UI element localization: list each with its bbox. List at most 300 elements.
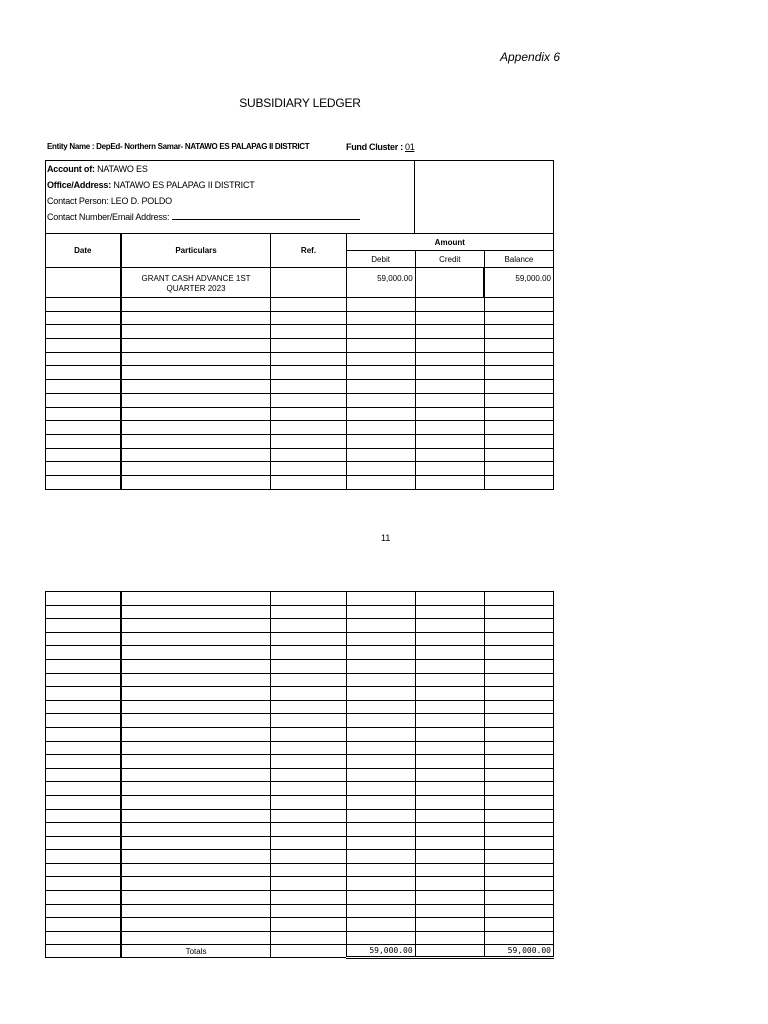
cell-date: [46, 352, 121, 366]
cell-debit: [346, 877, 415, 891]
cell-ref: [271, 823, 346, 837]
cell-credit: [415, 850, 484, 864]
table-row: [46, 421, 554, 435]
table-row: [46, 836, 554, 850]
cell-ref: [271, 714, 346, 728]
cell-balance: [484, 325, 553, 339]
cell-debit: [346, 339, 415, 353]
cell-credit: [415, 632, 484, 646]
entry-debit: 59,000.00: [346, 268, 415, 298]
cell-date: [46, 619, 121, 633]
cell-credit: [415, 904, 484, 918]
cell-date: [46, 850, 121, 864]
cell-credit: [415, 366, 484, 380]
cell-date: [46, 809, 121, 823]
col-header-ref: Ref.: [271, 234, 346, 268]
cell-date: [46, 931, 121, 945]
cell-ref: [271, 918, 346, 932]
cell-balance: [484, 836, 553, 850]
office-line: [47, 180, 255, 190]
cell-particulars: [121, 646, 271, 660]
table-row: [46, 687, 554, 701]
cell-particulars: [121, 782, 271, 796]
table-row: [46, 298, 554, 312]
cell-debit: [346, 918, 415, 932]
table-row: [46, 407, 554, 421]
cell-particulars: [121, 836, 271, 850]
cell-balance: [484, 475, 553, 489]
cell-ref: [271, 931, 346, 945]
cell-credit: [415, 462, 484, 476]
cell-debit: [346, 421, 415, 435]
table-row: [46, 741, 554, 755]
cell-credit: [415, 931, 484, 945]
cell-ref: [271, 592, 346, 606]
cell-balance: [484, 904, 553, 918]
cell-particulars: [121, 659, 271, 673]
table-row: [46, 462, 554, 476]
totals-row: [46, 945, 554, 958]
cell-balance: [484, 700, 553, 714]
cell-ref: [271, 850, 346, 864]
cell-debit: [346, 619, 415, 633]
cell-particulars: [121, 755, 271, 769]
cell-particulars: [121, 605, 271, 619]
cell-particulars: [121, 891, 271, 905]
cell-balance: [484, 646, 553, 660]
fund-cluster-value: 01: [405, 142, 415, 152]
cell-date: [46, 605, 121, 619]
cell-balance: [484, 850, 553, 864]
cell-particulars: [121, 877, 271, 891]
cell-debit: [346, 795, 415, 809]
page-number: 11: [381, 533, 391, 543]
office-label: Office/Address:: [47, 180, 112, 190]
cell-date: [46, 339, 121, 353]
cell-particulars: [121, 904, 271, 918]
info-box-divider: [414, 161, 415, 233]
cell-debit: [346, 475, 415, 489]
cell-credit: [415, 434, 484, 448]
cell-particulars: [121, 700, 271, 714]
cell-ref: [271, 768, 346, 782]
cell-debit: [346, 646, 415, 660]
entry-balance: 59,000.00: [484, 268, 553, 298]
col-header-debit: Debit: [346, 251, 415, 268]
cell-particulars: [121, 918, 271, 932]
office-value: NATAWO ES PALAPAG II DISTRICT: [113, 180, 255, 190]
cell-debit: [346, 823, 415, 837]
cell-credit: [415, 298, 484, 312]
cell-date: [46, 407, 121, 421]
cell-ref: [271, 325, 346, 339]
cell-particulars: [121, 850, 271, 864]
table-row: [46, 877, 554, 891]
table-row: [46, 700, 554, 714]
cell-date: [46, 592, 121, 606]
cell-debit: [346, 632, 415, 646]
cell-balance: [484, 407, 553, 421]
cell-ref: [271, 407, 346, 421]
col-header-particulars: Particulars: [121, 234, 271, 268]
cell-ref: [271, 311, 346, 325]
table-row: [46, 339, 554, 353]
cell-date: [46, 366, 121, 380]
cell-credit: [415, 619, 484, 633]
cell-ref: [271, 619, 346, 633]
cell-date: [46, 632, 121, 646]
cell-debit: [346, 659, 415, 673]
contact-number-blank: [172, 212, 360, 220]
cell-particulars: [121, 795, 271, 809]
table-row: [46, 475, 554, 489]
cell-ref: [271, 863, 346, 877]
table-row: [46, 325, 554, 339]
cell-particulars: [121, 809, 271, 823]
cell-particulars: [121, 475, 271, 489]
cell-credit: [415, 877, 484, 891]
cell-credit: [415, 352, 484, 366]
cell-particulars: [121, 434, 271, 448]
cell-date: [46, 768, 121, 782]
cell-credit: [415, 380, 484, 394]
cell-date: [46, 448, 121, 462]
table-row: [46, 592, 554, 606]
col-header-amount: Amount: [346, 234, 553, 251]
cell-date: [46, 836, 121, 850]
col-header-date: Date: [46, 234, 121, 268]
entry-credit: [415, 268, 484, 298]
cell-debit: [346, 673, 415, 687]
table-row: [46, 918, 554, 932]
cell-date: [46, 298, 121, 312]
cell-balance: [484, 782, 553, 796]
cell-balance: [484, 366, 553, 380]
cell-debit: [346, 687, 415, 701]
table-row: [46, 795, 554, 809]
cell-particulars: [121, 687, 271, 701]
cell-ref: [271, 448, 346, 462]
cell-credit: [415, 592, 484, 606]
cell-particulars: [121, 462, 271, 476]
table-row: [46, 268, 554, 298]
contact-number-line: [47, 212, 360, 222]
cell-particulars: [121, 298, 271, 312]
cell-balance: [484, 339, 553, 353]
cell-ref: [271, 462, 346, 476]
cell-balance: [484, 768, 553, 782]
cell-particulars: [121, 931, 271, 945]
cell-particulars: [121, 325, 271, 339]
cell-ref: [271, 904, 346, 918]
cell-debit: [346, 380, 415, 394]
contact-number-label: Contact Number/Email Address:: [47, 212, 170, 222]
totals-balance: 59,000.00: [484, 945, 553, 958]
cell-debit: [346, 352, 415, 366]
table-row: [46, 393, 554, 407]
cell-particulars: [121, 393, 271, 407]
cell-particulars: [121, 768, 271, 782]
cell-ref: [271, 366, 346, 380]
cell-credit: [415, 918, 484, 932]
cell-balance: [484, 687, 553, 701]
table-row: [46, 891, 554, 905]
cell-ref: [271, 809, 346, 823]
cell-balance: [484, 448, 553, 462]
col-header-credit: Credit: [415, 251, 484, 268]
table-row: [46, 904, 554, 918]
cell-ref: [271, 434, 346, 448]
totals-label: Totals: [121, 945, 271, 958]
cell-date: [46, 727, 121, 741]
cell-balance: [484, 741, 553, 755]
cell-date: [46, 421, 121, 435]
cell-credit: [415, 325, 484, 339]
cell-balance: [484, 380, 553, 394]
table-row: [46, 768, 554, 782]
cell-ref: [271, 380, 346, 394]
cell-debit: [346, 809, 415, 823]
cell-ref: [271, 700, 346, 714]
cell-date: [46, 687, 121, 701]
title-text: SUBSIDIARY LEDGER: [239, 96, 361, 110]
cell-balance: [484, 311, 553, 325]
cell-balance: [484, 918, 553, 932]
cell-debit: [346, 434, 415, 448]
cell-ref: [271, 339, 346, 353]
cell-particulars: [121, 673, 271, 687]
cell-debit: [346, 755, 415, 769]
cell-balance: [484, 659, 553, 673]
cell-debit: [346, 448, 415, 462]
cell-particulars: [121, 823, 271, 837]
cell-debit: [346, 891, 415, 905]
cell-date: [46, 863, 121, 877]
fund-cluster-label: Fund Cluster :: [346, 142, 403, 152]
cell-balance: [484, 823, 553, 837]
contact-person-label: Contact Person:: [47, 196, 109, 206]
table-row: [46, 605, 554, 619]
cell-date: [46, 795, 121, 809]
cell-date: [46, 782, 121, 796]
cell-particulars: [121, 352, 271, 366]
cell-debit: [346, 393, 415, 407]
cell-credit: [415, 646, 484, 660]
cell-debit: [346, 462, 415, 476]
cell-debit: [346, 592, 415, 606]
cell-particulars: [121, 741, 271, 755]
table-row: [46, 619, 554, 633]
cell-credit: [415, 605, 484, 619]
entry-particulars: GRANT CASH ADVANCE 1ST QUARTER 2023: [121, 268, 271, 298]
cell-balance: [484, 605, 553, 619]
cell-date: [46, 700, 121, 714]
cell-balance: [484, 809, 553, 823]
table-row: [46, 850, 554, 864]
entry-date: [46, 268, 121, 298]
cell-date: [46, 434, 121, 448]
cell-debit: [346, 325, 415, 339]
table-row: [46, 782, 554, 796]
cell-credit: [415, 448, 484, 462]
cell-ref: [271, 605, 346, 619]
cell-ref: [271, 659, 346, 673]
cell-ref: [271, 877, 346, 891]
cell-date: [46, 891, 121, 905]
cell-credit: [415, 687, 484, 701]
cell-credit: [415, 673, 484, 687]
totals-debit: 59,000.00: [346, 945, 415, 958]
cell-debit: [346, 741, 415, 755]
cell-date: [46, 311, 121, 325]
cell-credit: [415, 393, 484, 407]
cell-credit: [415, 339, 484, 353]
cell-debit: [346, 768, 415, 782]
cell-credit: [415, 727, 484, 741]
cell-debit: [346, 298, 415, 312]
totals-date: [46, 945, 121, 958]
cell-date: [46, 877, 121, 891]
cell-particulars: [121, 714, 271, 728]
table-row: [46, 380, 554, 394]
table-row: [46, 714, 554, 728]
cell-balance: [484, 632, 553, 646]
cell-ref: [271, 646, 346, 660]
cell-date: [46, 380, 121, 394]
entity-name-line: [47, 142, 309, 151]
cell-particulars: [121, 619, 271, 633]
table-row: [46, 727, 554, 741]
cell-debit: [346, 782, 415, 796]
cell-credit: [415, 782, 484, 796]
table-row: [46, 632, 554, 646]
table-row: [46, 646, 554, 660]
cell-particulars: [121, 407, 271, 421]
cell-balance: [484, 592, 553, 606]
account-label: Account of:: [47, 164, 95, 174]
contact-person-value: LEO D. POLDO: [110, 196, 172, 206]
cell-credit: [415, 809, 484, 823]
cell-credit: [415, 741, 484, 755]
cell-debit: [346, 714, 415, 728]
entry-ref: [271, 268, 346, 298]
cell-balance: [484, 352, 553, 366]
entity-name-label: Entity Name :: [47, 142, 95, 151]
cell-balance: [484, 891, 553, 905]
cell-balance: [484, 877, 553, 891]
cell-ref: [271, 632, 346, 646]
cell-particulars: [121, 380, 271, 394]
cell-credit: [415, 891, 484, 905]
cell-date: [46, 659, 121, 673]
cell-ref: [271, 421, 346, 435]
cell-balance: [484, 298, 553, 312]
cell-ref: [271, 352, 346, 366]
account-line: [47, 164, 148, 174]
cell-ref: [271, 393, 346, 407]
cell-particulars: [121, 421, 271, 435]
cell-ref: [271, 741, 346, 755]
col-header-balance: Balance: [484, 251, 553, 268]
cell-ref: [271, 727, 346, 741]
cell-ref: [271, 891, 346, 905]
cell-debit: [346, 727, 415, 741]
account-value: NATAWO ES: [97, 164, 148, 174]
cell-balance: [484, 393, 553, 407]
cell-date: [46, 475, 121, 489]
fund-cluster-line: [346, 142, 414, 152]
cell-balance: [484, 795, 553, 809]
cell-date: [46, 646, 121, 660]
table-row: [46, 755, 554, 769]
cell-credit: [415, 755, 484, 769]
cell-date: [46, 325, 121, 339]
cell-debit: [346, 836, 415, 850]
cell-debit: [346, 904, 415, 918]
table-row: [46, 352, 554, 366]
table-row: [46, 823, 554, 837]
cell-debit: [346, 850, 415, 864]
table-row: [46, 659, 554, 673]
cell-balance: [484, 421, 553, 435]
cell-balance: [484, 931, 553, 945]
cell-credit: [415, 863, 484, 877]
cell-debit: [346, 863, 415, 877]
ledger-table-top: [45, 233, 554, 490]
cell-debit: [346, 366, 415, 380]
table-row: [46, 311, 554, 325]
table-row: [46, 434, 554, 448]
cell-particulars: [121, 311, 271, 325]
contact-person-line: [47, 196, 172, 206]
table-row: [46, 366, 554, 380]
table-row: [46, 809, 554, 823]
entity-name-value: DepEd- Northern Samar- NATAWO ES PALAPAG II DISTRICT: [96, 142, 310, 151]
cell-particulars: [121, 339, 271, 353]
cell-ref: [271, 475, 346, 489]
table-row: [46, 448, 554, 462]
cell-date: [46, 393, 121, 407]
cell-balance: [484, 863, 553, 877]
cell-credit: [415, 421, 484, 435]
cell-ref: [271, 836, 346, 850]
table-row: [46, 673, 554, 687]
cell-particulars: [121, 448, 271, 462]
cell-credit: [415, 714, 484, 728]
cell-balance: [484, 727, 553, 741]
cell-balance: [484, 434, 553, 448]
cell-balance: [484, 714, 553, 728]
cell-credit: [415, 795, 484, 809]
cell-credit: [415, 659, 484, 673]
cell-particulars: [121, 727, 271, 741]
ledger-table-bottom: [45, 591, 554, 959]
totals-ref: [271, 945, 346, 958]
cell-ref: [271, 298, 346, 312]
cell-balance: [484, 673, 553, 687]
table-row: [46, 931, 554, 945]
page-title: [0, 96, 600, 110]
table-row: [46, 863, 554, 877]
cell-ref: [271, 782, 346, 796]
account-info-box: [45, 160, 554, 234]
cell-ref: [271, 687, 346, 701]
cell-ref: [271, 795, 346, 809]
cell-ref: [271, 755, 346, 769]
cell-balance: [484, 619, 553, 633]
cell-date: [46, 673, 121, 687]
cell-debit: [346, 700, 415, 714]
